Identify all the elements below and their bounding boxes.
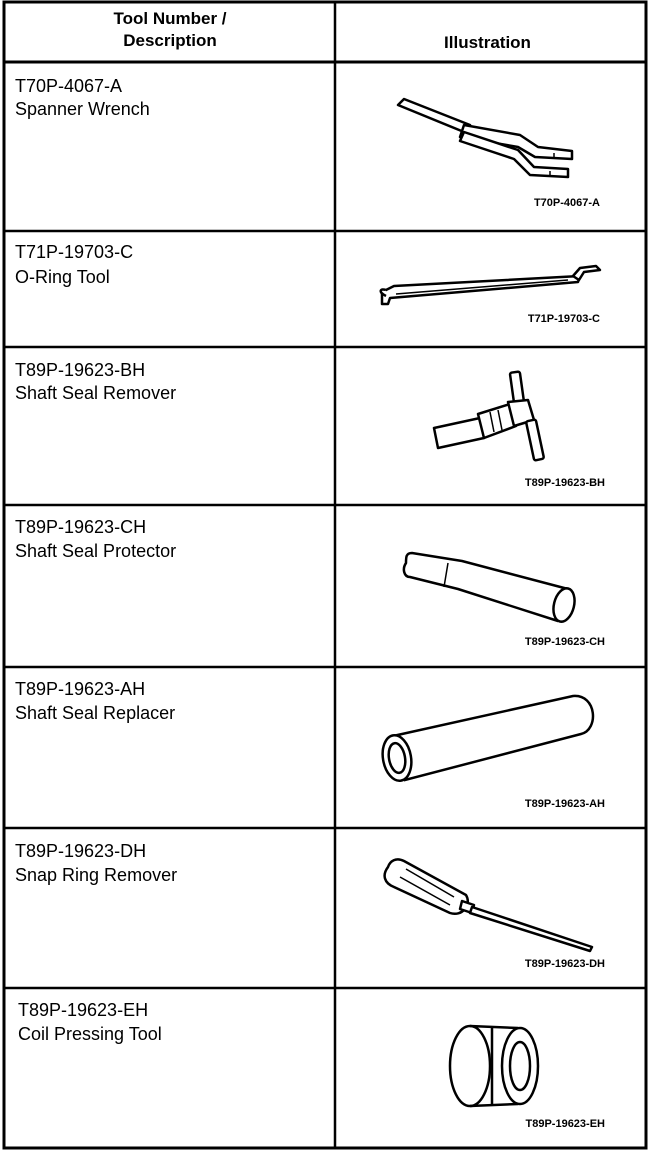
coil-pressing-tool-icon [440, 1016, 550, 1116]
tool-description: Shaft Seal Remover [15, 383, 177, 403]
tool-description: Shaft Seal Protector [15, 541, 177, 561]
illustration-caption: T89P-19623-BH [524, 477, 605, 489]
tool-number: T89P-19623-CH [15, 517, 147, 537]
illustration-caption: T89P-19623-EH [525, 1118, 605, 1130]
tool-description: Shaft Seal Replacer [15, 703, 176, 723]
illustration-caption: T89P-19623-DH [524, 958, 605, 970]
tool-number: T71P-19703-C [15, 242, 134, 262]
spanner-wrench-icon [390, 95, 590, 190]
illustration-caption: T70P-4067-A [533, 197, 600, 209]
tool-description: O-Ring Tool [15, 267, 110, 287]
tool-number: T89P-19623-DH [15, 841, 147, 861]
illustration-caption: T89P-19623-CH [524, 636, 605, 648]
illustration-caption: T71P-19703-C [527, 313, 600, 325]
header-illustration: Illustration [444, 33, 531, 52]
tool-number: T70P-4067-A [15, 76, 123, 96]
tool-number: T89P-19623-AH [15, 679, 146, 699]
tool-description: Snap Ring Remover [15, 865, 178, 885]
tool-number: T89P-19623-BH [15, 360, 146, 380]
tool-description: Spanner Wrench [15, 99, 150, 119]
o-ring-tool-icon [368, 262, 608, 312]
snap-ring-remover-icon [380, 855, 605, 955]
shaft-seal-replacer-icon [375, 692, 600, 787]
tool-number: T89P-19623-EH [18, 1000, 149, 1020]
shaft-seal-remover-icon [430, 370, 560, 465]
illustration-caption: T89P-19623-AH [524, 798, 605, 810]
tool-description: Coil Pressing Tool [18, 1024, 162, 1044]
header-tool-description: Tool Number / Description [113, 9, 227, 50]
shaft-seal-protector-icon [398, 545, 583, 630]
